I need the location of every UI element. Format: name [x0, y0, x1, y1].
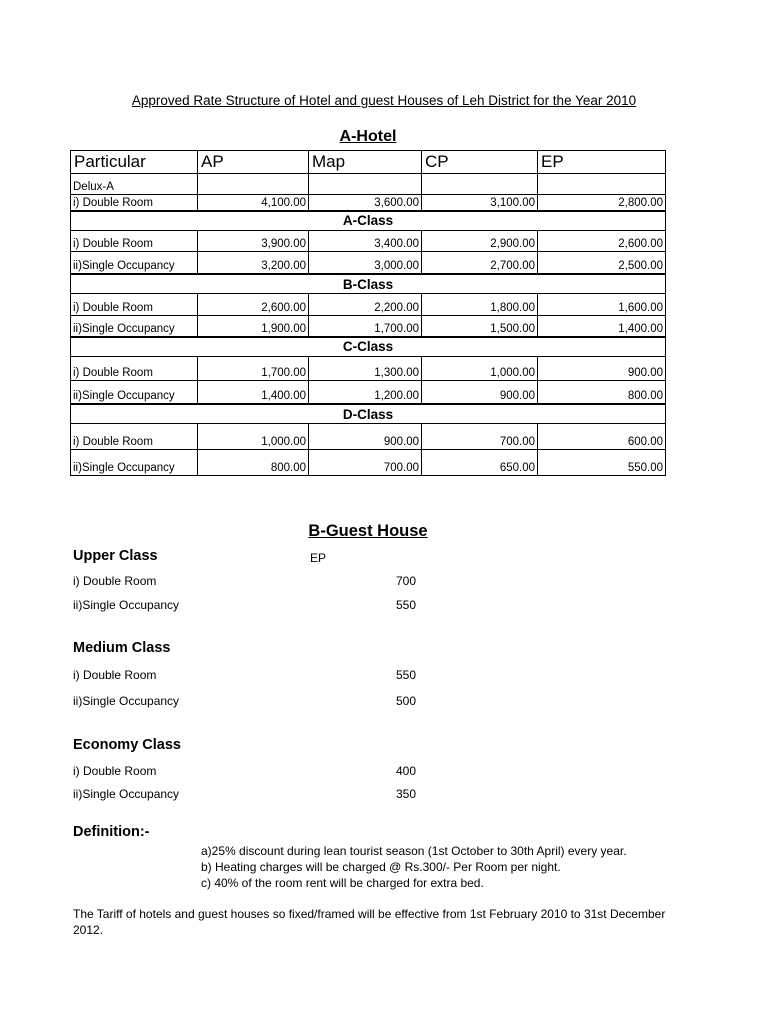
row-label: i) Double Room	[71, 195, 198, 211]
row-label: ii)Single Occupancy	[71, 316, 198, 337]
table-row	[71, 251, 666, 274]
table-row	[71, 195, 666, 211]
table-row	[71, 316, 666, 337]
table-row	[71, 356, 666, 380]
effective-period-note: The Tariff of hotels and guest houses so fixed/framed will be effective from 1st February 2010 to 31st December 2012.	[73, 907, 666, 937]
row-label: ii)Single Occupancy	[71, 251, 198, 274]
rate-cell: 1,400.00	[538, 316, 666, 337]
row-label: i) Double Room	[71, 294, 198, 316]
class-heading: D-Class	[71, 404, 666, 424]
rate-cell: 1,000.00	[198, 424, 309, 450]
class-section-row	[71, 404, 666, 424]
rate-cell: 700.00	[309, 450, 422, 476]
table-row	[71, 424, 666, 450]
upper-class-heading: Upper Class	[73, 548, 158, 564]
class-heading: C-Class	[71, 337, 666, 357]
document-title: Approved Rate Structure of Hotel and guest Houses of Leh District for the Year 2010	[131, 93, 637, 108]
rate-cell: 1,500.00	[422, 316, 538, 337]
medium-double-value: 550	[395, 668, 416, 682]
table-header-row	[71, 151, 666, 174]
economy-double-label: i) Double Room	[73, 764, 157, 778]
guest-house-heading: B-Guest House	[308, 522, 428, 540]
upper-single-value: 550	[395, 598, 416, 612]
column-header: CP	[422, 151, 538, 174]
column-header: EP	[538, 151, 666, 174]
economy-single-label: ii)Single Occupancy	[73, 787, 180, 801]
rate-cell: 600.00	[538, 424, 666, 450]
rate-cell: 3,200.00	[198, 251, 309, 274]
medium-single-value: 500	[395, 694, 416, 708]
column-header: Map	[309, 151, 422, 174]
row-label: ii)Single Occupancy	[71, 450, 198, 476]
rate-cell: 3,400.00	[309, 230, 422, 251]
rate-cell: 800.00	[198, 450, 309, 476]
class-section-row	[71, 274, 666, 294]
table-row	[71, 450, 666, 476]
rate-cell: 1,400.00	[198, 380, 309, 404]
rate-cell: 1,900.00	[198, 316, 309, 337]
column-header: AP	[198, 151, 309, 174]
rate-cell: 1,800.00	[422, 294, 538, 316]
rate-cell: 800.00	[538, 380, 666, 404]
rate-cell: 1,200.00	[309, 380, 422, 404]
rate-cell: 2,900.00	[422, 230, 538, 251]
rate-cell: 1,600.00	[538, 294, 666, 316]
table-row	[71, 380, 666, 404]
rate-cell: 2,700.00	[422, 251, 538, 274]
medium-class-heading: Medium Class	[73, 640, 171, 656]
upper-double-value: 700	[395, 574, 416, 588]
table-row	[71, 294, 666, 316]
definition-item-c: c) 40% of the room rent will be charged for extra bed.	[201, 876, 484, 890]
definition-item-b: b) Heating charges will be charged @ Rs.300/- Per Room per night.	[201, 860, 561, 874]
row-label: ii)Single Occupancy	[71, 380, 198, 404]
economy-double-value: 400	[395, 764, 416, 778]
economy-single-value: 350	[395, 787, 416, 801]
upper-double-label: i) Double Room	[73, 574, 157, 588]
medium-double-label: i) Double Room	[73, 668, 157, 682]
rate-cell: 900.00	[422, 380, 538, 404]
definition-item-a: a)25% discount during lean tourist season (1st October to 30th April) every year.	[201, 844, 627, 858]
ep-column-label: EP	[310, 551, 327, 565]
class-heading: A-Class	[71, 211, 666, 231]
class-section-row	[71, 337, 666, 357]
upper-single-label: ii)Single Occupancy	[73, 598, 180, 612]
economy-class-heading: Economy Class	[73, 737, 181, 753]
row-label: i) Double Room	[71, 424, 198, 450]
hotel-section-heading: A-Hotel	[339, 128, 397, 145]
rate-cell: 2,200.00	[309, 294, 422, 316]
rate-cell: 700.00	[422, 424, 538, 450]
delux-label: Delux-A	[71, 174, 198, 195]
rate-cell: 1,700.00	[309, 316, 422, 337]
rate-cell: 900.00	[538, 356, 666, 380]
column-header: Particular	[71, 151, 198, 174]
rate-cell: 2,600.00	[538, 230, 666, 251]
row-label: i) Double Room	[71, 230, 198, 251]
definition-heading: Definition:-	[73, 824, 150, 840]
rate-cell: 3,900.00	[198, 230, 309, 251]
rate-cell: 1,000.00	[422, 356, 538, 380]
row-label: i) Double Room	[71, 356, 198, 380]
table-row	[71, 230, 666, 251]
rate-cell: 2,600.00	[198, 294, 309, 316]
rate-cell: 3,100.00	[422, 195, 538, 211]
table-row	[71, 174, 666, 195]
class-heading: B-Class	[71, 274, 666, 294]
rate-cell: 3,600.00	[309, 195, 422, 211]
rate-cell: 4,100.00	[198, 195, 309, 211]
rate-cell: 1,700.00	[198, 356, 309, 380]
medium-single-label: ii)Single Occupancy	[73, 694, 180, 708]
rate-cell: 900.00	[309, 424, 422, 450]
rate-cell: 2,500.00	[538, 251, 666, 274]
rate-cell: 1,300.00	[309, 356, 422, 380]
class-section-row	[71, 211, 666, 231]
rate-cell: 2,800.00	[538, 195, 666, 211]
hotel-rate-table	[70, 150, 666, 476]
rate-cell: 550.00	[538, 450, 666, 476]
rate-cell: 650.00	[422, 450, 538, 476]
rate-cell: 3,000.00	[309, 251, 422, 274]
